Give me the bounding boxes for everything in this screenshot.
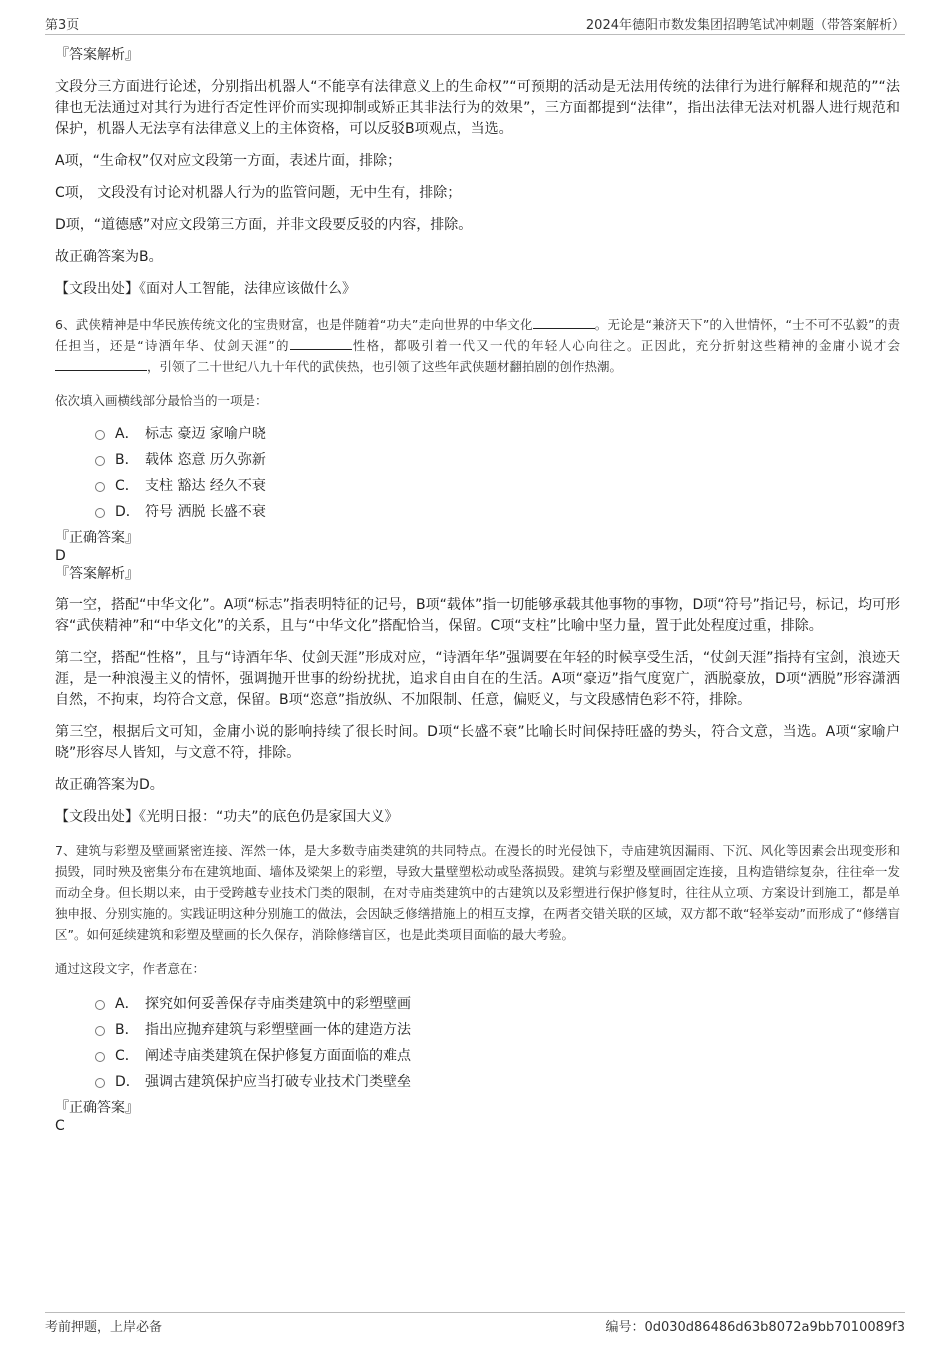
correct-answer-label: 『正确答案』 — [55, 1100, 139, 1116]
question-6-text: 6、武侠精神是中华民族传统文化的宝贵财富，也是伴随着“功夫”走向世界的中华文化 。无论是“兼济天下”的入世情怀，“士不可不弘毅”的责任担当，还是“诗酒年华、仗剑天涯”的 性格，都吸引着一代又一代的年轻人心向往之。正因此，充分折射这些精神的金庸小说才会，引领了二十世纪八九十年代的武侠热，也引领了这些年武侠题材翻拍剧的创作热潮。 — [55, 317, 901, 374]
option-a[interactable]: A． 探究如何妥善保存寺庙类建筑中的彩塑壁画 — [95, 991, 900, 1017]
options-q7 — [95, 991, 900, 1095]
option-d[interactable]: D． 符号 洒脱 长盛不衰 — [95, 499, 900, 525]
analysis-paragraph: 文段分三方面进行论述，分别指出机器人“不能享有法律意义上的生命权”“可预期的活动是无法用传统的法律行为进行解释和规范的”“法律也无法通过对其行为进行否定性评价而实现抑制或矫正其非法行为的效果”，三方面都提到“法律”，指出法律无法对机器人进行规范和保护，机器人无法享有法律意义上的主体资格，可以反驳B项观点，当选。 — [55, 79, 900, 137]
question-7-text: 7、建筑与彩塑及壁画紧密连接、浑然一体，是大多数寺庙类建筑的共同特点。在漫长的时光侵蚀下，寺庙建筑因漏雨、下沉、风化等因素会出现变形和损毁，同时殃及密集分布在建筑地面、墙体及梁架上的彩塑，导致大量壁塑松动或坠落损毁。建筑与彩塑及壁画固定连接，且构造错综复杂，往往牵一发而动全身。但长期以来，由于受跨越专业技术门类的限制，在对寺庙类建筑中的古建筑以及彩塑进行保护修复时，往往从立项、方案设计到施工，都是单独申报、分别实施的。实践证明这种分别施工的做法，会因缺乏修缮措施上的相互支撑，在两者交错关联的区域，双方都不敢“轻举妄动”而形成了“修缮盲区”。如何延续建筑和彩塑及壁画的长久保存，消除修缮盲区，也是此类项目面临的最大考验。 — [55, 843, 900, 942]
page-number: 第3页 — [45, 18, 80, 33]
analysis-paragraph: C项， 文段没有讨论对机器人行为的监管问题，无中生有，排除； — [55, 185, 462, 201]
document-id: 编号：0d030d86486d63b8072a9bb7010089f3 — [605, 1320, 905, 1335]
radio-icon[interactable] — [95, 508, 105, 518]
final-answer: 故正确答案为B。 — [55, 249, 163, 265]
page-header — [45, 12, 905, 35]
option-c[interactable]: C． 支柱 豁达 经久不衰 — [95, 473, 900, 499]
final-answer: 故正确答案为D。 — [55, 777, 164, 793]
correct-answer-label: 『正确答案』 — [55, 530, 139, 546]
source-citation: 【文段出处】《面对人工智能，法律应该做什么》 — [55, 281, 356, 297]
options-q6 — [95, 421, 900, 525]
option-a[interactable]: A． 标志 豪迈 家喻户晓 — [95, 421, 900, 447]
analysis-label: 『答案解析』 — [55, 47, 139, 63]
radio-icon[interactable] — [95, 1052, 105, 1062]
fill-blank — [533, 316, 595, 329]
page-content — [55, 45, 900, 1135]
fill-blank — [55, 358, 147, 371]
radio-icon[interactable] — [95, 482, 105, 492]
page-footer — [45, 1312, 905, 1337]
analysis-paragraph: 第三空，根据后文可知，金庸小说的影响持续了很长时间。D项“长盛不衰”比喻长时间保持旺盛的势头，符合文意，当选。A项“家喻户晓”形容尽人皆知，与文意不符，排除。 — [55, 724, 900, 761]
source-citation: 【文段出处】《光明日报：“功夫”的底色仍是家国大义》 — [55, 809, 399, 825]
option-b[interactable]: B． 载体 恣意 历久弥新 — [95, 447, 900, 473]
option-c[interactable]: C． 阐述寺庙类建筑在保护修复方面面临的难点 — [95, 1043, 900, 1069]
fill-blank — [290, 337, 352, 350]
correct-answer: D — [55, 548, 66, 564]
correct-answer: C — [55, 1118, 65, 1134]
radio-icon[interactable] — [95, 1026, 105, 1036]
question-prompt: 依次填入画横线部分最恰当的一项是： — [55, 393, 268, 408]
analysis-paragraph: A项，“生命权”仅对应文段第一方面，表述片面，排除； — [55, 153, 402, 169]
document-title: 2024年德阳市数发集团招聘笔试冲刺题（带答案解析） — [585, 18, 905, 33]
analysis-paragraph: 第一空，搭配“中华文化”。A项“标志”指表明特征的记号，B项“载体”指一切能够承载其他事物的事物，D项“符号”指记号，标记，均可形容“武侠精神”和“中华文化”的关系，且与“中华文化”搭配恰当，保留。C项“支柱”比喻中坚力量，置于此处程度过重，排除。 — [55, 597, 900, 634]
option-b[interactable]: B． 指出应抛弃建筑与彩塑壁画一体的建造方法 — [95, 1017, 900, 1043]
question-prompt: 通过这段文字，作者意在： — [55, 961, 206, 976]
analysis-paragraph: D项，“道德感”对应文段第三方面，并非文段要反驳的内容，排除。 — [55, 217, 473, 233]
radio-icon[interactable] — [95, 1000, 105, 1010]
footer-slogan: 考前押题，上岸必备 — [45, 1320, 163, 1335]
radio-icon[interactable] — [95, 456, 105, 466]
option-d[interactable]: D． 强调古建筑保护应当打破专业技术门类壁垒 — [95, 1069, 900, 1095]
analysis-paragraph: 第二空，搭配“性格”，且与“诗酒年华、仗剑天涯”形成对应，“诗酒年华”强调要在年轻的时候享受生活，“仗剑天涯”指持有宝剑，浪迹天涯，是一种浪漫主义的情怀，强调抛开世事的纷纷扰扰，追求自由自在的生活。A项“豪迈”指气度宽广，洒脱豪放，D项“洒脱”形容潇洒自然，不拘束，均符合文意，保留。B项“恣意”指放纵、不加限制、任意，偏贬义，与文段感情色彩不符，排除。 — [55, 650, 900, 708]
radio-icon[interactable] — [95, 1078, 105, 1088]
analysis-label: 『答案解析』 — [55, 566, 139, 582]
radio-icon[interactable] — [95, 430, 105, 440]
